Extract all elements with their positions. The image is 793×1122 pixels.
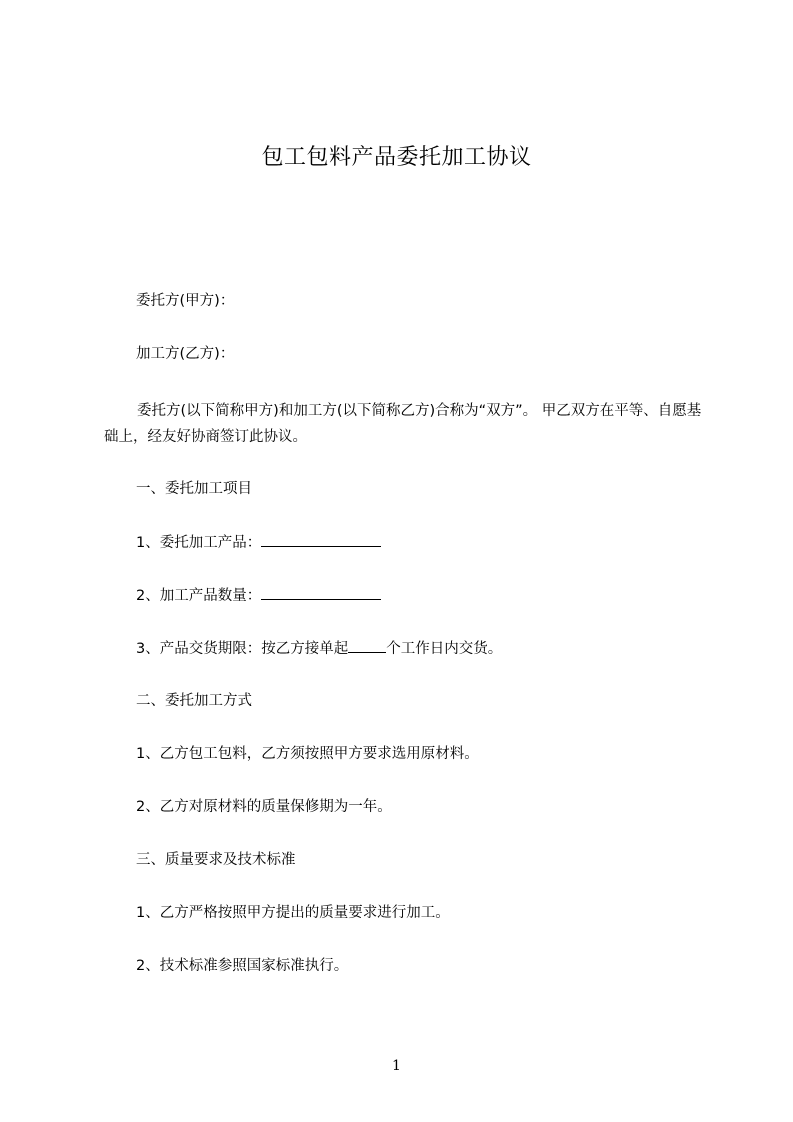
section1-item1: [136, 532, 381, 553]
section2-item1: 1、乙方包工包料，乙方须按照甲方要求选用原材料。: [136, 746, 479, 762]
document-title: 包工包料产品委托加工协议: [261, 145, 532, 170]
intro-paragraph: 委托方(以下简称甲方)和加工方(以下简称乙方)合称为“双方”。 甲乙双方在平等、自愿基础上，经友好协商签订此协议。: [104, 403, 702, 445]
section3-item1: 1、乙方严格按照甲方提出的质量要求进行加工。: [136, 905, 450, 921]
product-quantity-blank: [261, 585, 381, 600]
section1-item3-suffix: 个工作日内交货。: [386, 641, 503, 657]
section3-item2: 2、技术标准参照国家标准执行。: [136, 958, 349, 974]
client-party-label: 委托方(甲方)：: [136, 293, 235, 309]
section1-item3: [136, 638, 502, 659]
section1-item2-label: 2、加工产品数量：: [136, 588, 262, 604]
section2-heading: 二、委托加工方式: [136, 693, 252, 709]
section1-item1-label: 1、委托加工产品：: [136, 535, 262, 551]
processor-party-label: 加工方(乙方)：: [136, 346, 235, 362]
section3-heading: 三、质量要求及技术标准: [136, 852, 296, 868]
product-name-blank: [261, 532, 381, 547]
page-number: 1: [392, 1058, 401, 1074]
section1-item3-prefix: 3、产品交货期限：按乙方接单起: [136, 641, 349, 657]
delivery-days-blank: [348, 638, 386, 653]
section1-heading: 一、委托加工项目: [136, 481, 252, 497]
section1-item2: [136, 585, 381, 606]
section2-item2: 2、乙方对原材料的质量保修期为一年。: [136, 799, 392, 815]
